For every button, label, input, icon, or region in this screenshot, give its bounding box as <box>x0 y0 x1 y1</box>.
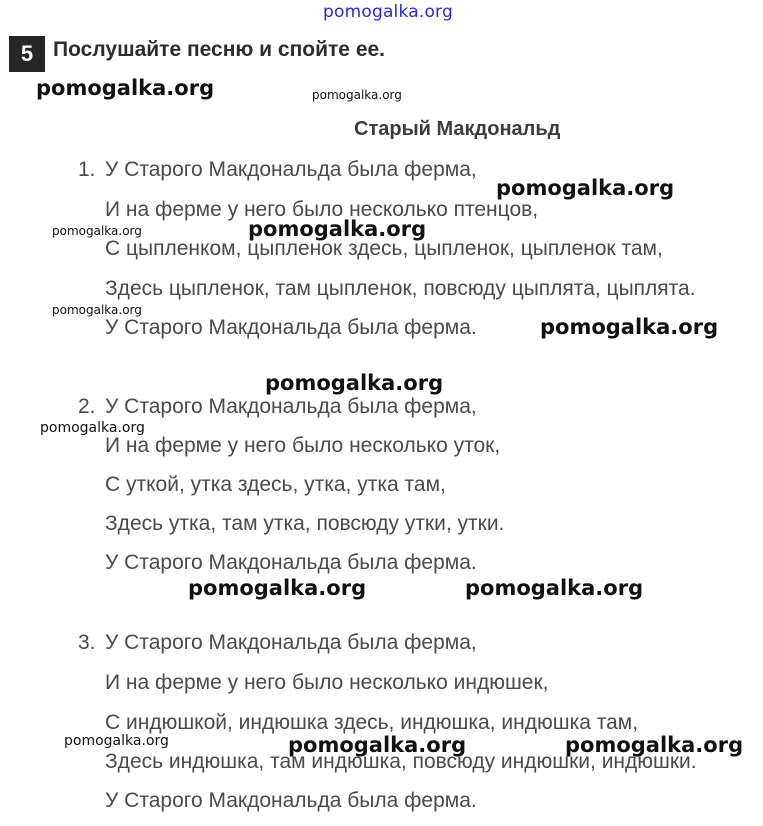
verse-number: 3. <box>78 631 96 654</box>
verse-line: У Старого Макдональда была ферма, <box>105 158 477 181</box>
watermark: pomogalka.org <box>565 733 744 757</box>
task-number-badge: 5 <box>9 36 45 72</box>
verse-line: У Старого Макдональда была ферма, <box>105 395 477 418</box>
watermark: pomogalka.org <box>188 576 367 600</box>
verse-line: С цыпленком, цыпленок здесь, цыпленок, цыпленок там, <box>105 237 663 260</box>
verse-line: Здесь цыпленок, там цыпленок, повсюду цыплята, цыплята. <box>105 277 696 300</box>
site-header-link[interactable]: pomogalka.org <box>323 2 453 22</box>
verse-line: У Старого Макдональда была ферма. <box>105 551 477 574</box>
watermark: pomogalka.org <box>40 420 145 436</box>
verse-line: Здесь утка, там утка, повсюду утки, утки. <box>105 512 505 535</box>
verse-line: С индюшкой, индюшка здесь, индюшка, индюшка там, <box>105 711 639 734</box>
verse-line: Здесь индюшка, там индюшка, повсюду индюшки, индюшки. <box>105 750 697 773</box>
verse-line: И на ферме у него было несколько уток, <box>105 434 501 457</box>
watermark: pomogalka.org <box>52 303 142 317</box>
song-title: Старый Макдональд <box>354 118 561 140</box>
verse-line: С уткой, утка здесь, утка, утка там, <box>105 473 446 496</box>
verse-line: И на ферме у него было несколько птенцов, <box>105 198 539 221</box>
watermark: pomogalka.org <box>288 733 467 757</box>
verse-line: У Старого Макдональда была ферма. <box>105 316 477 339</box>
watermark: pomogalka.org <box>248 217 427 241</box>
task-instruction: Послушайте песню и спойте ее. <box>53 38 386 61</box>
watermark: pomogalka.org <box>64 733 169 749</box>
verse-line: У Старого Макдональда была ферма, <box>105 631 477 654</box>
watermark: pomogalka.org <box>265 371 444 395</box>
verse-line: И на ферме у него было несколько индюшек, <box>105 671 549 694</box>
watermark: pomogalka.org <box>540 315 719 339</box>
watermark: pomogalka.org <box>312 88 402 102</box>
watermark: pomogalka.org <box>465 576 644 600</box>
verse-number: 1. <box>78 158 96 181</box>
verse-number: 2. <box>78 395 96 418</box>
watermark: pomogalka.org <box>52 224 142 238</box>
verse-line: У Старого Макдональда была ферма. <box>105 789 477 812</box>
watermark: pomogalka.org <box>496 176 675 200</box>
watermark: pomogalka.org <box>36 76 215 100</box>
